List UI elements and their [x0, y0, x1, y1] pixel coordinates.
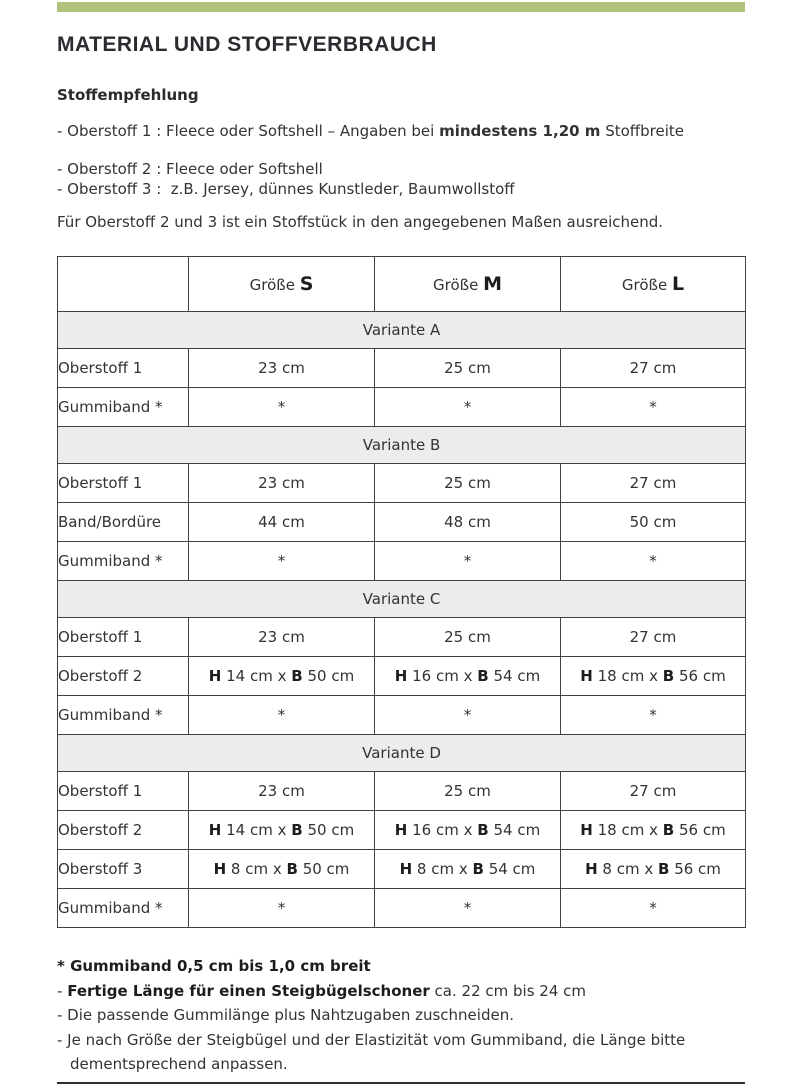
- table-row: [58, 850, 746, 889]
- value-cell: H 16 cm x B 54 cm: [375, 811, 561, 850]
- value-cell: *: [561, 889, 746, 928]
- value-cell: 27 cm: [561, 349, 746, 388]
- value-cell: 25 cm: [375, 464, 561, 503]
- intro-line-oberstoff-1: - Oberstoff 1 : Fleece oder Softshell – Angaben bei mindestens 1,20 m Stoffbreite: [57, 122, 684, 140]
- row-label: Oberstoff 2: [58, 657, 189, 696]
- value-cell: *: [375, 696, 561, 735]
- value-cell: H 8 cm x B 56 cm: [561, 850, 746, 889]
- row-label: Gummiband *: [58, 889, 189, 928]
- row-label: Oberstoff 3: [58, 850, 189, 889]
- value-cell: 48 cm: [375, 503, 561, 542]
- footnote-line: - Je nach Größe der Steigbügel und der Elastizität vom Gummiband, die Länge bitte dementsprechend anpassen.: [57, 1030, 686, 1073]
- value-cell: H 8 cm x B 54 cm: [375, 850, 561, 889]
- table-row: [58, 542, 746, 581]
- table-row: [58, 657, 746, 696]
- value-cell: *: [189, 696, 375, 735]
- row-label: Oberstoff 1: [58, 618, 189, 657]
- row-label: Band/Bordüre: [58, 503, 189, 542]
- value-cell: *: [189, 388, 375, 427]
- row-label: Oberstoff 1: [58, 772, 189, 811]
- value-cell: 23 cm: [189, 618, 375, 657]
- value-cell: *: [375, 542, 561, 581]
- footnotes: [57, 954, 745, 1077]
- intro-paragraph: Für Oberstoff 2 und 3 ist ein Stoffstück in den angegebenen Maßen ausreichend.: [57, 213, 664, 231]
- row-label: Gummiband *: [58, 388, 189, 427]
- footnote-line: - Die passende Gummilänge plus Nahtzugaben zuschneiden.: [57, 1006, 514, 1024]
- value-cell: *: [375, 388, 561, 427]
- row-label: Oberstoff 1: [58, 464, 189, 503]
- footnote-line: * Gummiband 0,5 cm bis 1,0 cm breit: [57, 957, 371, 975]
- variant-header-row: [58, 735, 746, 772]
- value-cell: 27 cm: [561, 772, 746, 811]
- material-consumption-table: [57, 256, 746, 928]
- row-label: Oberstoff 2: [58, 811, 189, 850]
- row-label: Gummiband *: [58, 542, 189, 581]
- value-cell: H 14 cm x B 50 cm: [189, 811, 375, 850]
- table-row: [58, 696, 746, 735]
- size-column-header: Größe L: [561, 257, 746, 312]
- variant-title: Variante D: [58, 735, 746, 772]
- table-row: [58, 464, 746, 503]
- value-cell: 25 cm: [375, 618, 561, 657]
- table-row: [58, 811, 746, 850]
- row-label: Gummiband *: [58, 696, 189, 735]
- value-cell: 23 cm: [189, 772, 375, 811]
- variant-header-row: [58, 427, 746, 464]
- top-accent-bar: [57, 2, 745, 12]
- table-row: [58, 388, 746, 427]
- value-cell: 44 cm: [189, 503, 375, 542]
- value-cell: *: [375, 889, 561, 928]
- value-cell: 25 cm: [375, 772, 561, 811]
- value-cell: 25 cm: [375, 349, 561, 388]
- table-row: [58, 889, 746, 928]
- value-cell: 50 cm: [561, 503, 746, 542]
- size-column-header: Größe M: [375, 257, 561, 312]
- value-cell: *: [561, 542, 746, 581]
- value-cell: 23 cm: [189, 464, 375, 503]
- page-title: MATERIAL UND STOFFVERBRAUCH: [57, 33, 437, 56]
- value-cell: *: [189, 889, 375, 928]
- value-cell: H 16 cm x B 54 cm: [375, 657, 561, 696]
- intro-line-oberstoff-3: - Oberstoff 3 : z.B. Jersey, dünnes Kunstleder, Baumwollstoff: [57, 180, 515, 198]
- fabric-recommendation-heading: Stoffempfehlung: [57, 86, 199, 104]
- size-header-row: [58, 257, 746, 312]
- value-cell: *: [189, 542, 375, 581]
- row-label: Oberstoff 1: [58, 349, 189, 388]
- value-cell: 27 cm: [561, 618, 746, 657]
- intro-line-oberstoff-2: - Oberstoff 2 : Fleece oder Softshell: [57, 160, 323, 178]
- value-cell: H 8 cm x B 50 cm: [189, 850, 375, 889]
- table-row: [58, 772, 746, 811]
- bottom-divider: [57, 1082, 745, 1084]
- table-row: [58, 349, 746, 388]
- value-cell: *: [561, 696, 746, 735]
- value-cell: H 18 cm x B 56 cm: [561, 657, 746, 696]
- table-row: [58, 618, 746, 657]
- footnote-line: - Fertige Länge für einen Steigbügelschoner ca. 22 cm bis 24 cm: [57, 981, 586, 1000]
- table-row: [58, 503, 746, 542]
- value-cell: *: [561, 388, 746, 427]
- value-cell: 27 cm: [561, 464, 746, 503]
- variant-title: Variante C: [58, 581, 746, 618]
- value-cell: 23 cm: [189, 349, 375, 388]
- variant-header-row: [58, 312, 746, 349]
- variant-title: Variante B: [58, 427, 746, 464]
- size-column-header: Größe S: [189, 257, 375, 312]
- variant-title: Variante A: [58, 312, 746, 349]
- value-cell: H 14 cm x B 50 cm: [189, 657, 375, 696]
- variant-header-row: [58, 581, 746, 618]
- value-cell: H 18 cm x B 56 cm: [561, 811, 746, 850]
- empty-corner-cell: [58, 257, 189, 312]
